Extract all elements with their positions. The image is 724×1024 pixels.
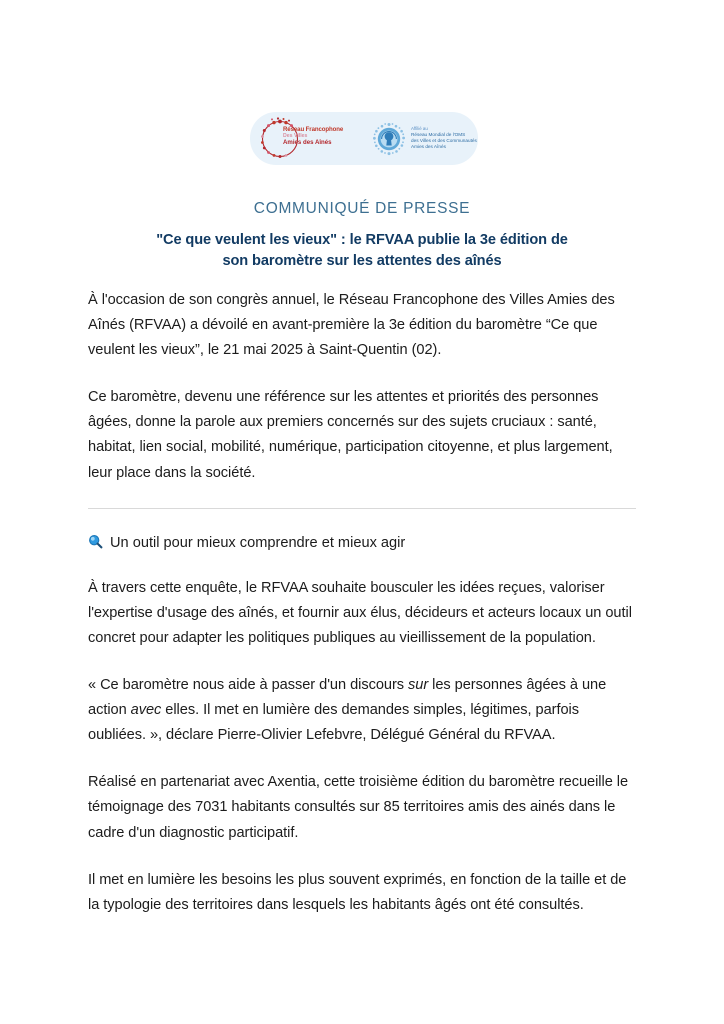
magnifying-glass-icon bbox=[88, 533, 103, 548]
quote-part-3: elles. Il met en lumière des demandes simples, légitimes, parfois oubliées. », déclare Pierre-Olivier Lefebvre, Délégué Général du RFVAA. bbox=[88, 702, 579, 744]
who-logo-line3: Amies des Aînés bbox=[411, 144, 446, 150]
rfvaa-logo-text bbox=[283, 126, 343, 147]
page-title bbox=[112, 230, 612, 272]
quote-part-1: « Ce baromètre nous aide à passer d'un discours bbox=[88, 677, 409, 694]
paragraph-intro: À l'occasion de son congrès annuel, le Réseau Francophone des Villes Amies des Aînés (RFVAA) a dévoilé en avant-première la 3e édition du baromètre “Ce que veulent les vieux”, le 21 mai 2025 à Saint-Quentin (02). bbox=[88, 292, 615, 359]
rfvaa-logo-line1: Réseau Francophone bbox=[283, 125, 344, 133]
who-emblem-icon bbox=[372, 122, 406, 156]
section-heading-outil bbox=[88, 531, 636, 556]
who-affiliation-logo bbox=[372, 122, 477, 156]
logo-banner bbox=[250, 112, 478, 165]
who-affiliation-text bbox=[411, 126, 477, 150]
rfvaa-logo-line2: Des Villes bbox=[283, 132, 308, 139]
section-heading-text: Un outil pour mieux comprendre et mieux agir bbox=[110, 534, 406, 551]
quote-italic-avec: avec bbox=[130, 702, 162, 719]
article-body bbox=[88, 288, 636, 940]
paragraph-enquete: À travers cette enquête, le RFVAA souhaite bousculer les idées reçues, valoriser l'expertise d'usage des aînés, et fournir aux élus, décideurs et acteurs locaux un outil concret pour adapter les politiques publiques au vieillissement de la population. bbox=[88, 579, 632, 646]
quote-part-2: les personnes âgées à une action bbox=[88, 677, 607, 719]
paragraph-barometre-reference: Ce baromètre, devenu une référence sur les attentes et priorités des personnes âgées, donne la parole aux premiers concernés sur des sujets cruciaux : santé, habitat, lien social, mobilité, numérique, participation citoyenne, et plus largement, leur place dans la société. bbox=[88, 389, 613, 481]
section-divider bbox=[88, 508, 636, 509]
paragraph-axentia: Réalisé en partenariat avec Axentia, cette troisième édition du baromètre recueille le témoignage des 7031 habitants consultés sur 85 territoires amis des ainés dans le cadre d'un diagnostic participatif. bbox=[88, 774, 629, 841]
rfvaa-logo-line3: Amies des Aînés bbox=[283, 138, 332, 146]
who-logo-line0: Affilié au bbox=[411, 126, 428, 132]
page-title-line1: "Ce que veulent les vieux" : le RFVAA publie la 3e édition de bbox=[156, 232, 568, 248]
paragraph-besoins: Il met en lumière les besoins les plus souvent exprimés, en fonction de la taille et de la typologie des territoires dans lesquels les habitants âgés ont été consultés. bbox=[88, 871, 627, 913]
who-logo-line2: des Villes et des Communautés bbox=[411, 138, 477, 144]
press-release-kicker: COMMUNIQUÉ DE PRESSE bbox=[253, 200, 471, 217]
who-logo-line1: Réseau Mondial de l'OMS bbox=[411, 132, 466, 138]
quote-italic-sur: sur bbox=[408, 677, 429, 694]
paragraph-quote bbox=[88, 673, 636, 748]
rfvaa-logo bbox=[256, 116, 364, 162]
page-title-line2: son baromètre sur les attentes des aînés bbox=[222, 253, 502, 270]
